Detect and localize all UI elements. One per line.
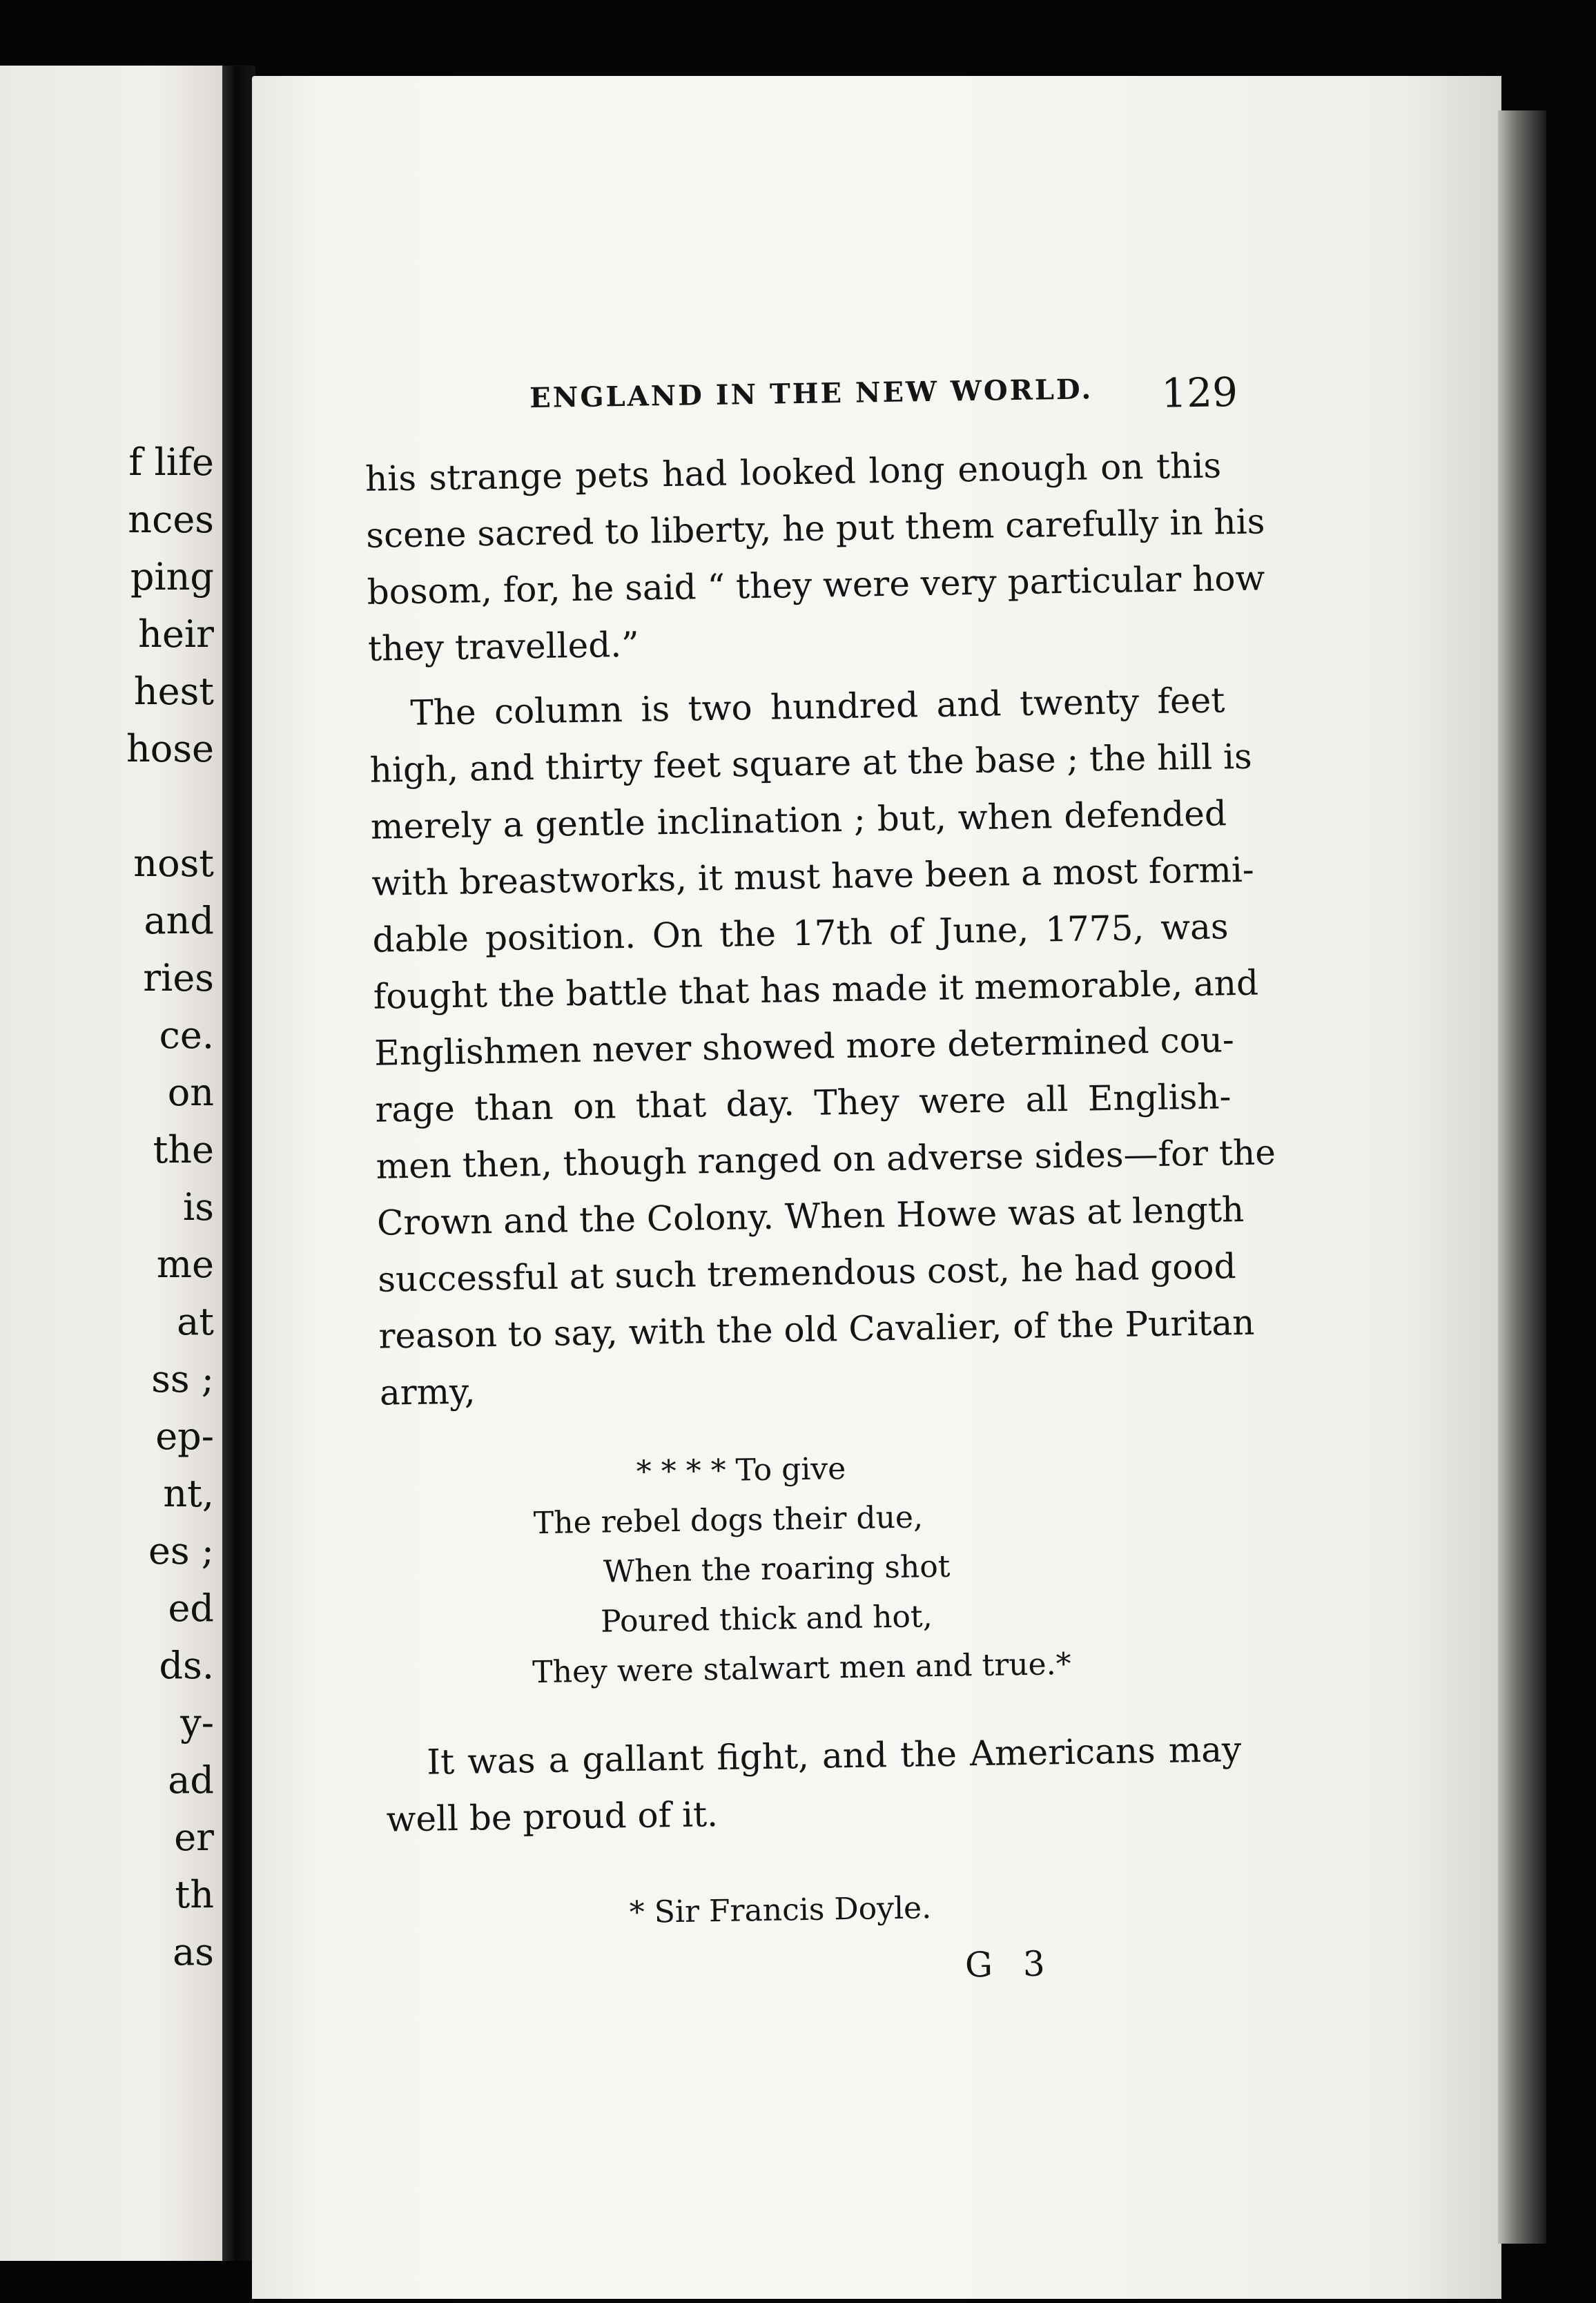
- left-line-fragment: me: [156, 1243, 214, 1286]
- left-line-fragment: ries: [143, 956, 214, 1000]
- left-line-fragment: on: [167, 1071, 214, 1114]
- text-line: successful at such tremendous cost, he had good: [377, 1246, 1236, 1300]
- left-line-fragment: nt,: [163, 1472, 214, 1515]
- verse-line: Poured thick and hot,: [600, 1599, 933, 1640]
- text-line: dable position. On the 17th of June, 1775, was: [372, 906, 1229, 960]
- text-line: scene sacred to liberty, he put them carefully in his: [365, 501, 1265, 556]
- verse-line: The rebel dogs their due,: [533, 1499, 924, 1542]
- text-line: It was a gallant fight, and the Americans may: [426, 1729, 1242, 1782]
- left-line-fragment: at: [177, 1300, 214, 1343]
- left-line-fragment: th: [175, 1873, 214, 1916]
- left-line-fragment: nost: [133, 842, 214, 885]
- text-line: with breastworks, it must have been a most formi-: [371, 849, 1255, 904]
- verse-line: When the roaring shot: [603, 1548, 951, 1590]
- text-line: rage than on that day. They were all English-: [375, 1076, 1232, 1130]
- text-line: army,: [379, 1371, 476, 1413]
- left-line-fragment: f life: [128, 440, 214, 484]
- text-line: Crown and the Colony. When Howe was at length: [376, 1189, 1245, 1243]
- left-line-fragment: y-: [180, 1701, 214, 1745]
- left-line-fragment: ds.: [159, 1644, 214, 1687]
- left-line-fragment: es ;: [148, 1529, 214, 1573]
- text-line: men then, though ranged on adverse sides—for the: [376, 1132, 1276, 1187]
- verse-line: * * * * To give: [636, 1451, 846, 1490]
- left-line-fragment: ep-: [155, 1415, 214, 1458]
- signature-mark: G 3: [964, 1943, 1055, 1985]
- left-line-fragment: hest: [133, 670, 214, 713]
- left-line-fragment: as: [173, 1930, 214, 1974]
- left-line-fragment: the: [153, 1128, 214, 1172]
- left-line-fragment: ss ;: [151, 1357, 214, 1401]
- text-line: reason to say, with the old Cavalier, of the Puritan: [378, 1302, 1255, 1357]
- footnote: * Sir Francis Doyle.: [629, 1890, 932, 1931]
- left-line-fragment: ad: [168, 1758, 214, 1802]
- text-line: they travelled.”: [367, 624, 640, 669]
- text-line: fought the battle that has made it memorable, and: [373, 962, 1259, 1017]
- verse-line: They were stalwart men and true.*: [532, 1646, 1072, 1691]
- left-line-fragment: hose: [126, 727, 214, 770]
- text-line: Englishmen never showed more determined cou-: [373, 1020, 1235, 1073]
- left-line-fragment: nces: [128, 498, 214, 541]
- left-line-fragment: heir: [138, 612, 214, 656]
- left-line-fragment: and: [144, 899, 214, 942]
- left-line-fragment: er: [174, 1816, 214, 1859]
- running-head: ENGLAND IN THE NEW WORLD.: [529, 373, 1093, 415]
- text-line: merely a gentle inclination ; but, when defended: [370, 793, 1227, 847]
- text-line: high, and thirty feet square at the base ; the hill is: [369, 736, 1253, 790]
- text-line: well be proud of it.: [386, 1794, 719, 1840]
- left-line-fragment: ce.: [159, 1013, 214, 1057]
- left-line-fragment: is: [183, 1185, 214, 1229]
- left-line-fragment: ed: [168, 1586, 214, 1630]
- text-line: The column is two hundred and twenty feet: [410, 680, 1225, 733]
- text-line: bosom, for, he said “ they were very particular how: [367, 558, 1265, 612]
- left-line-fragment: ping: [130, 555, 214, 599]
- page-number: 129: [1160, 368, 1238, 417]
- text-line: his strange pets had looked long enough on this: [364, 445, 1222, 499]
